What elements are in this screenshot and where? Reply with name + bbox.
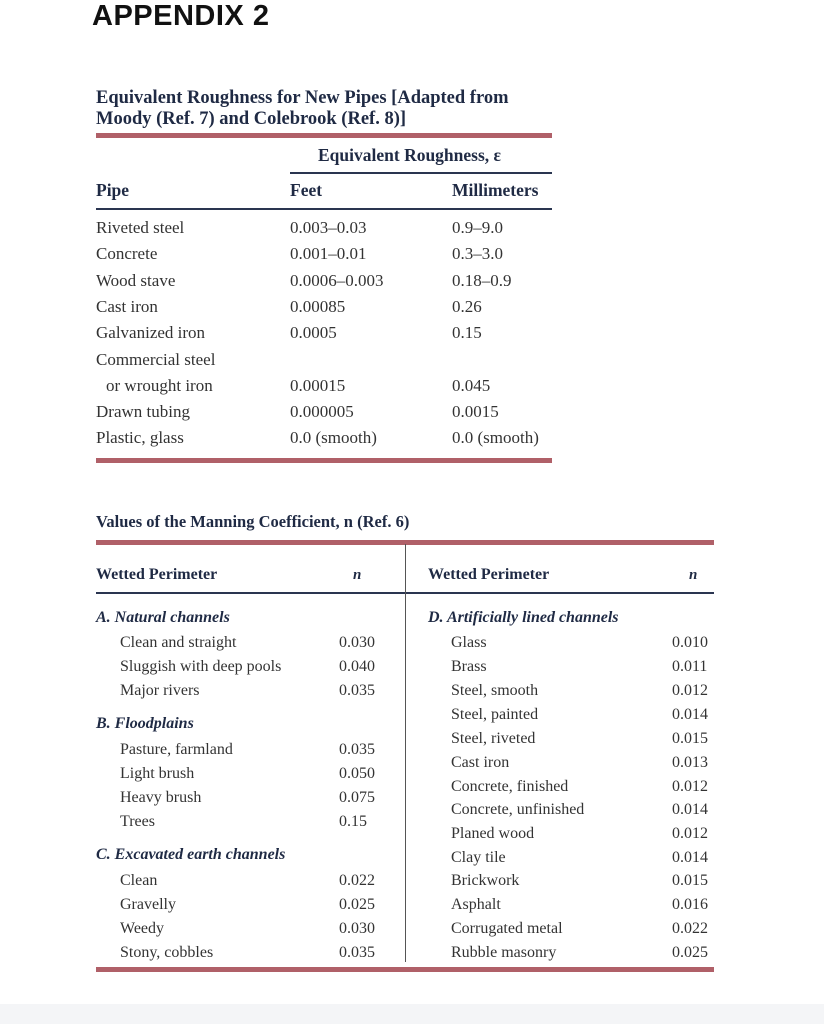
section-d-label: Brass [451, 658, 487, 675]
section-c-label: Stony, cobbles [120, 944, 214, 961]
section-a-n: 0.040 [339, 658, 375, 675]
table1-cell-pipe: Drawn tubing [96, 402, 190, 422]
section-d-label: Brickwork [451, 872, 520, 889]
section-c-label: Gravelly [120, 896, 176, 913]
section-b-n: 0.075 [339, 789, 375, 806]
table1-cell-mm: 0.0 (smooth) [452, 428, 539, 448]
table2-bottom-rule [96, 967, 714, 972]
section-a-n: 0.035 [339, 682, 375, 699]
section-d-n: 0.015 [672, 730, 708, 747]
page-heading: APPENDIX 2 [92, 0, 270, 32]
table1-top-rule [96, 133, 552, 138]
section-d-label: Concrete, finished [451, 778, 569, 795]
section-a-heading: A. Natural channels [96, 609, 230, 626]
section-b-n: 0.15 [339, 813, 367, 830]
section-b-label: Light brush [120, 765, 195, 782]
table1-col-pipe: Pipe [96, 180, 130, 200]
table1-cell-feet: 0.003–0.03 [290, 218, 367, 237]
table1-cell-feet: 0.0005 [290, 323, 337, 343]
table1-bottom-rule [96, 458, 552, 463]
section-d-n: 0.025 [672, 944, 708, 961]
table1-cell-pipe: Wood stave [96, 270, 176, 290]
section-c-n: 0.035 [339, 944, 375, 961]
section-a-n: 0.030 [339, 634, 375, 651]
table2-col-wetted-left: Wetted Perimeter [96, 566, 218, 583]
table1-col-mm: Millimeters [452, 180, 539, 200]
table1-cell-mm: 0.045 [452, 375, 491, 395]
section-d-n: 0.010 [672, 634, 708, 651]
section-b-heading: B. Floodplains [96, 715, 194, 732]
table2-col-n-left: n [353, 567, 362, 583]
section-c-label: Weedy [120, 920, 165, 937]
table1-cell-feet: 0.0 (smooth) [290, 428, 377, 448]
table1-cell-pipe: Cast iron [96, 296, 158, 316]
section-d-n: 0.012 [672, 778, 708, 795]
section-d-label: Cast iron [451, 754, 510, 771]
section-d-n: 0.016 [672, 896, 708, 913]
section-d-label: Clay tile [451, 849, 506, 866]
table1-cell-mm: 0.9–9.0 [452, 218, 503, 237]
table1-cell-pipe: or wrought iron [106, 375, 213, 395]
table1-cell-feet: 0.000005 [290, 402, 354, 422]
section-c-n: 0.025 [339, 896, 375, 913]
section-a-label: Sluggish with deep pools [120, 658, 282, 675]
section-d-label: Steel, riveted [451, 730, 536, 747]
table1-cell-feet: 0.0006–0.003 [290, 270, 384, 290]
table2-title: Values of the Manning Coefficient, n (Ref. 6) [96, 512, 410, 531]
section-d-label: Steel, painted [451, 706, 539, 723]
section-c-heading: C. Excavated earth channels [96, 846, 286, 863]
table1-cell-pipe: Concrete [96, 244, 158, 264]
section-d-label: Glass [451, 634, 487, 651]
section-d-n: 0.012 [672, 682, 708, 699]
table1-group-header: Equivalent Roughness, ε [318, 145, 502, 165]
section-d-label: Steel, smooth [451, 682, 539, 699]
table1-title [96, 88, 566, 130]
footer-band [0, 1004, 824, 1024]
section-d-n: 0.011 [672, 658, 708, 675]
section-b-label: Trees [120, 813, 155, 830]
section-d-label: Concrete, unfinished [451, 801, 585, 818]
section-d-label: Corrugated metal [451, 920, 563, 937]
table1-cell-mm: 0.3–3.0 [452, 244, 503, 264]
table1-cell-feet: 0.00015 [290, 375, 346, 395]
section-d-n: 0.014 [672, 801, 708, 818]
section-c-n: 0.030 [339, 920, 375, 937]
table2-column-divider [405, 544, 406, 962]
section-b-n: 0.035 [339, 741, 375, 758]
section-b-label: Pasture, farmland [120, 741, 233, 758]
table1-title-line2: Moody (Ref. 7) and Colebrook (Ref. 8)] [96, 109, 407, 129]
section-a-label: Clean and straight [120, 634, 237, 651]
table1-cell-pipe: Riveted steel [96, 218, 185, 237]
table1-cell-pipe: Plastic, glass [96, 428, 184, 448]
table1-cell-feet: 0.00085 [290, 296, 346, 316]
table1-title-line1: Equivalent Roughness for New Pipes [Adapted from [96, 88, 509, 108]
section-d-n: 0.014 [672, 849, 708, 866]
table1-cell-feet: 0.001–0.01 [290, 244, 367, 264]
table2-col-wetted-right: Wetted Perimeter [428, 566, 550, 583]
table1-cell-mm: 0.26 [452, 296, 482, 316]
table1-cell-mm: 0.18–0.9 [452, 270, 512, 290]
section-c-n: 0.022 [339, 872, 375, 889]
section-d-label: Planed wood [451, 825, 535, 842]
section-d-n: 0.022 [672, 920, 708, 937]
table1-cell-mm: 0.15 [452, 323, 482, 343]
section-d-n: 0.015 [672, 872, 708, 889]
section-a-label: Major rivers [120, 682, 200, 699]
section-d-n: 0.013 [672, 754, 708, 771]
table1-cell-mm: 0.0015 [452, 402, 499, 422]
section-d-n: 0.012 [672, 825, 708, 842]
section-d-label: Rubble masonry [451, 944, 557, 961]
section-d-heading: D. Artificially lined channels [428, 609, 619, 626]
table1-cell-pipe: Commercial steel [96, 349, 216, 369]
section-b-label: Heavy brush [120, 789, 202, 806]
section-d-label: Asphalt [451, 896, 501, 913]
section-d-n: 0.014 [672, 706, 708, 723]
section-b-n: 0.050 [339, 765, 375, 782]
table1-group-rule [290, 172, 552, 174]
table1-cell-pipe: Galvanized iron [96, 323, 206, 343]
table1-header-rule [96, 208, 552, 210]
table1-col-feet: Feet [290, 180, 323, 200]
section-c-label: Clean [120, 872, 158, 889]
table2-col-n-right: n [689, 567, 698, 583]
